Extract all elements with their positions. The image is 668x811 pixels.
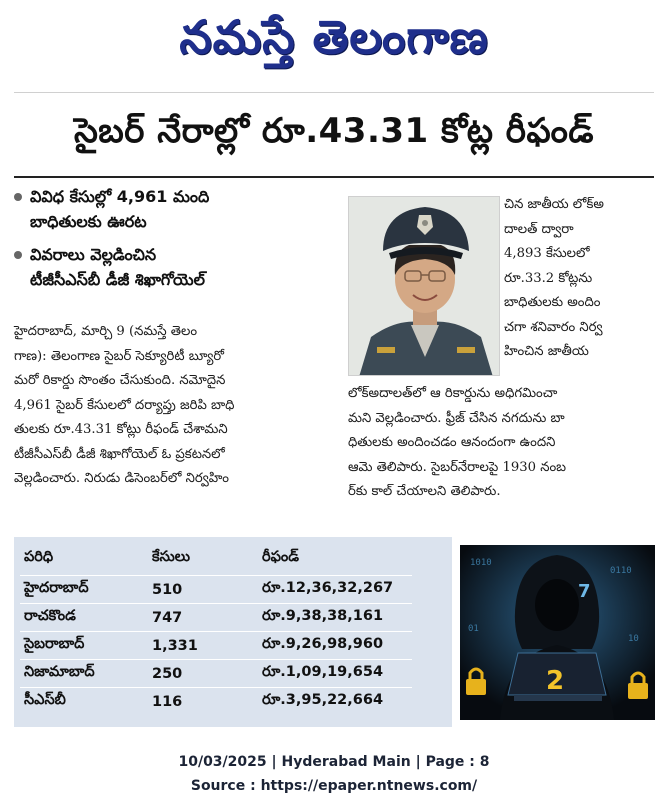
article-line: ఆమె తెలిపారు. సైబర్‌నేరాలపై 1930 నంబ xyxy=(348,459,567,475)
table-cell: సైబరాబాద్ xyxy=(20,632,148,660)
article-line: మని వెల్లడించారు. ఫ్రీజ్ చేసిన నగదును బా xyxy=(348,410,565,426)
table-cell: 116 xyxy=(148,688,258,716)
svg-text:0110: 0110 xyxy=(610,566,632,576)
table-cell: 250 xyxy=(148,660,258,688)
hacker-illustration-graphic xyxy=(460,545,655,720)
table-cell: రూ.12,36,32,267 xyxy=(258,576,412,604)
table-row xyxy=(20,688,412,716)
cyber-crime-illustration xyxy=(460,545,655,720)
table-cell: రాచకొండ xyxy=(20,604,148,632)
article-line: దాలత్ ద్వారా xyxy=(504,221,574,237)
article-line: హించిన జాతీయ xyxy=(504,344,589,359)
newspaper-brand: నమస్తే తెలంగాణ xyxy=(179,10,489,64)
table-cell: సీఎస్‌బీ xyxy=(20,688,148,716)
article-line: ర్‌కు కాల్ చేయాలని తెలిపారు. xyxy=(348,484,501,499)
source-link: Source : https://epaper.ntnews.com/ xyxy=(190,778,478,794)
column-header: కేసులు xyxy=(152,549,191,565)
table-row xyxy=(20,632,412,660)
bullet-line: బాధితులకు ఊరట xyxy=(30,212,147,231)
table-cell: 1,331 xyxy=(148,632,258,660)
table-cell: రూ.3,95,22,664 xyxy=(258,688,412,716)
table-cell: రూ.9,26,98,960 xyxy=(258,632,412,660)
column-header: రీఫండ్ xyxy=(262,549,299,565)
article-line: చిన జాతీయ లోక్‌అ xyxy=(504,197,604,212)
article-line: 4,961 సైబర్ కేసులలో దర్యాప్తు జరిపి బాధి xyxy=(14,397,235,413)
table-cell: 747 xyxy=(148,604,258,632)
article-line: రూ.33.2 కోట్లను xyxy=(504,270,593,286)
bullet-item xyxy=(14,184,344,234)
article-headline: సైబర్ నేరాల్లో రూ.43.31 కోట్ల రీఫండ్ xyxy=(73,111,595,151)
article-line: బాధితులకు అందిం xyxy=(504,295,601,310)
refund-table xyxy=(20,545,412,716)
edition-info: 10/03/2025 | Hyderabad Main | Page : 8 xyxy=(178,754,490,770)
table-cell: 510 xyxy=(148,576,258,604)
article-line: తులకు రూ.43.31 కోట్లు రీఫండ్ చేశామని xyxy=(14,422,228,437)
table-cell: రూ.9,38,38,161 xyxy=(258,604,412,632)
digit-two-text: 2 xyxy=(546,666,565,696)
article-line: మరో రికార్డు సొంతం చేసుకుంది. నమోదైన xyxy=(14,373,226,388)
article-line: వెల్లడించారు. నిరుడు డిసెంబర్‌లో నిర్వహిం xyxy=(14,471,229,486)
svg-text:10: 10 xyxy=(628,634,639,644)
masthead-divider xyxy=(14,92,654,93)
table-header-row xyxy=(20,545,412,576)
article-line: ధితులకు అందించడం ఆనందంగా ఉందని xyxy=(348,435,556,450)
article-line: హైదరాబాద్, మార్చి 9 (నమస్తే తెలం xyxy=(14,324,198,339)
article-line: గాణ): తెలంగాణ సైబర్ సెక్యూరిటీ బ్యూరో xyxy=(14,348,225,364)
bullet-dot-icon xyxy=(14,193,22,201)
page-footer xyxy=(0,750,668,798)
article-line: లోక్‌అదాలత్‌లో ఆ రికార్డును అధిగమించా xyxy=(348,386,558,401)
svg-text:01: 01 xyxy=(468,624,479,634)
article-column-left xyxy=(14,320,346,492)
bullet-item xyxy=(14,242,344,292)
article-line: టీజీసీఎస్‌బీ డీజీ శిఖాగోయెల్ ఓ ప్రకటనలో xyxy=(14,446,225,462)
table-row xyxy=(20,604,412,632)
article-column-right-bottom xyxy=(348,382,654,505)
article-column-right-top xyxy=(504,193,654,365)
digit-seven-text: 7 xyxy=(578,581,591,602)
table-cell: నిజామాబాద్ xyxy=(20,660,148,688)
highlight-bullets xyxy=(14,184,344,300)
table-row xyxy=(20,660,412,688)
officer-portrait-photo xyxy=(348,196,500,376)
table-cell: హైదరాబాద్ xyxy=(20,576,148,604)
column-header: పరిధి xyxy=(24,549,54,565)
table-row xyxy=(20,576,412,604)
svg-text:1010: 1010 xyxy=(470,558,492,568)
table-cell: రూ.1,09,19,654 xyxy=(258,660,412,688)
bullet-line: వివిధ కేసుల్లో 4,961 మంది xyxy=(30,187,210,206)
bullet-line: వివరాలు వెల్లడించిన xyxy=(30,245,157,264)
bullet-line: టీజీసీఎస్‌బీ డీజీ శిఖాగోయెల్ xyxy=(30,270,205,289)
headline-divider xyxy=(14,176,654,178)
article-line: 4,893 కేసులలో xyxy=(504,246,590,261)
bullet-dot-icon xyxy=(14,251,22,259)
article-line: చగా శనివారం నిర్వ xyxy=(504,319,603,335)
masthead xyxy=(0,4,668,82)
officer-portrait-graphic xyxy=(349,197,500,376)
